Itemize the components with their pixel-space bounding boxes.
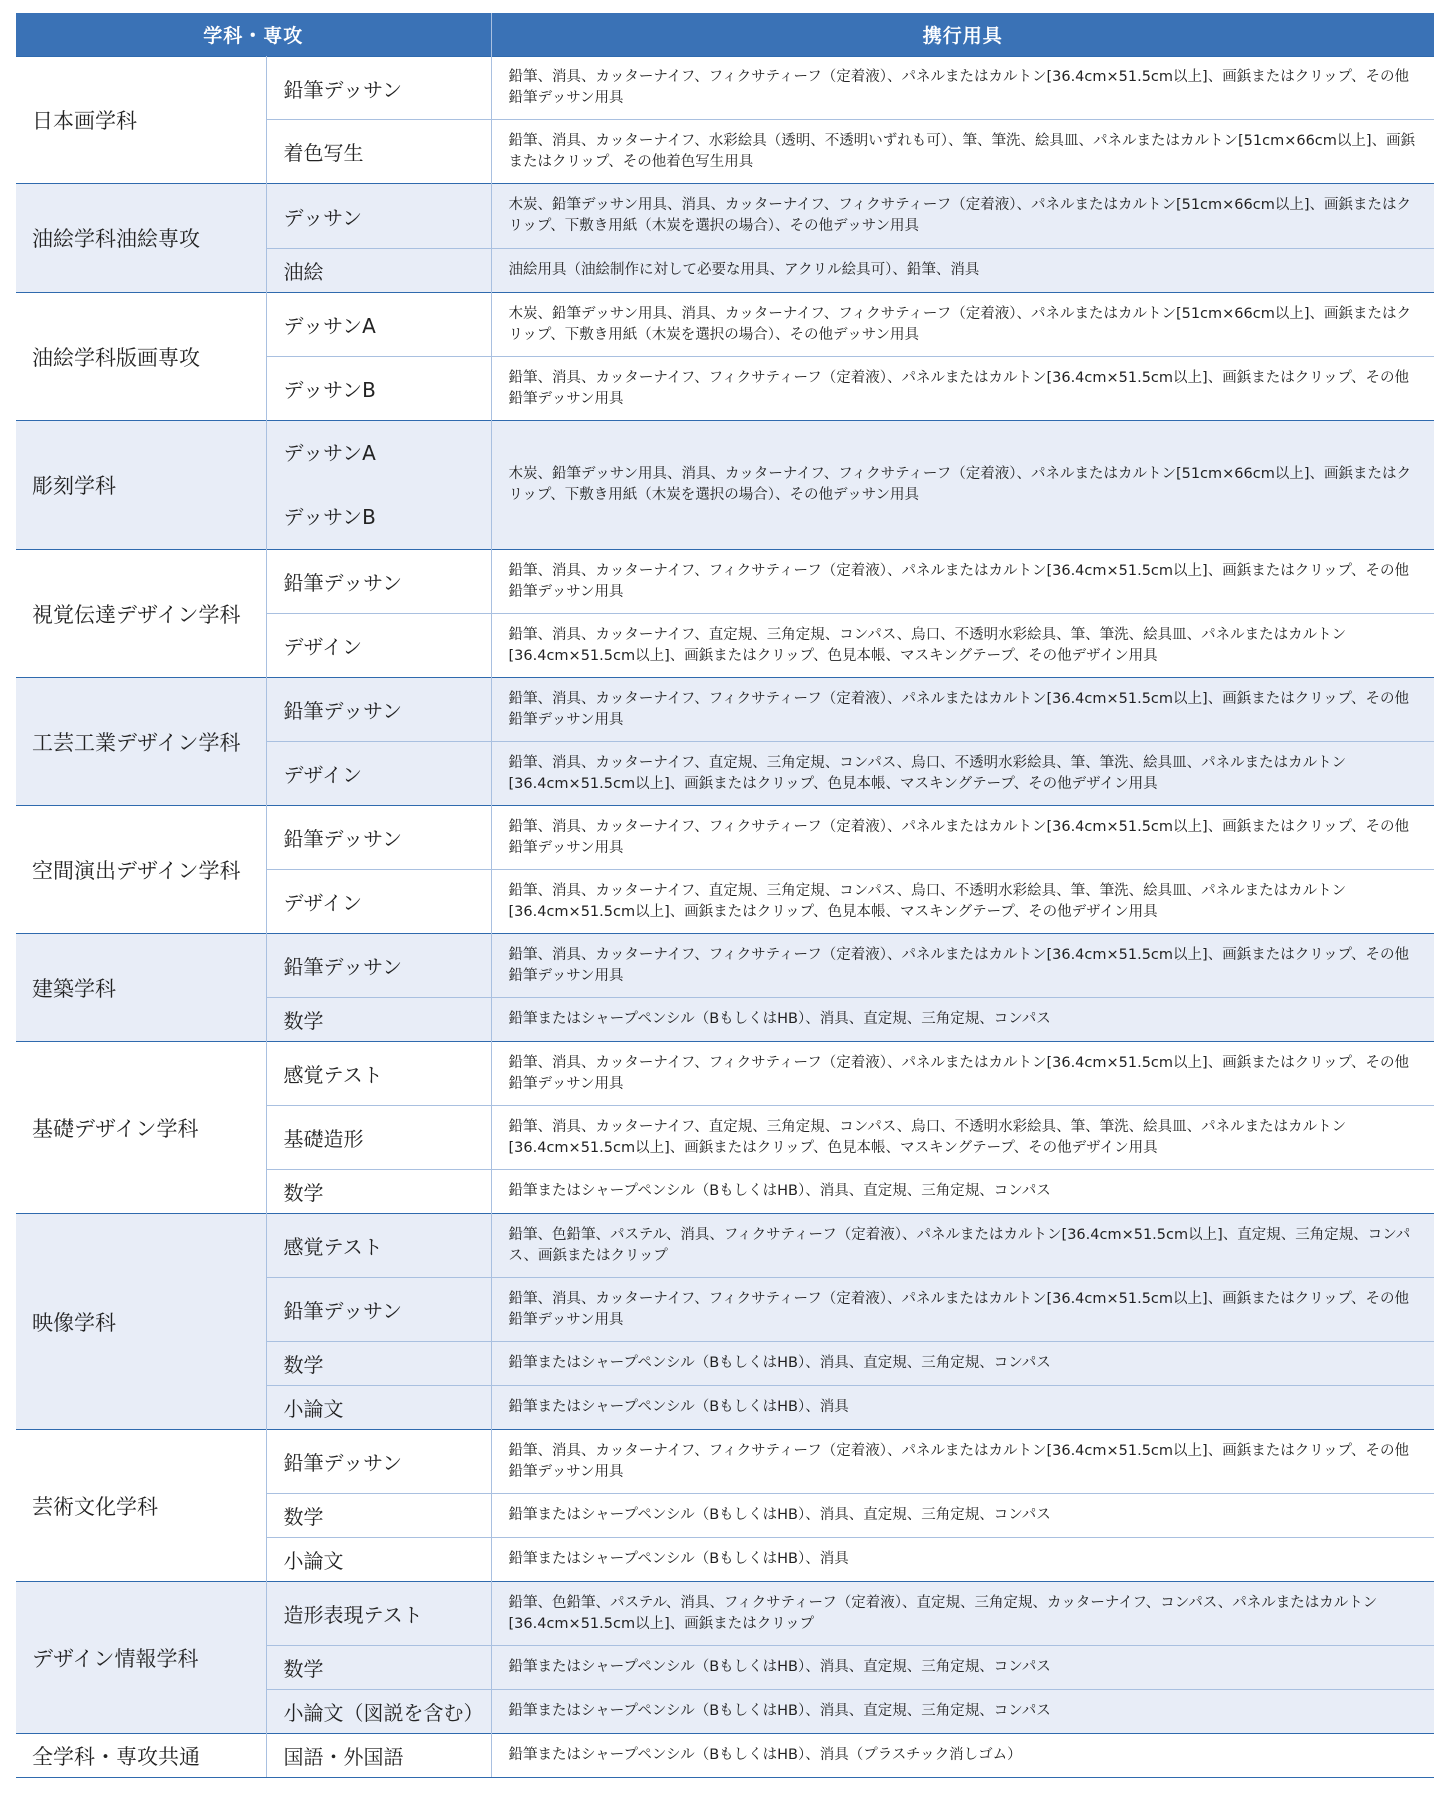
items-text: 鉛筆、消具、カッターナイフ、直定規、三角定規、コンパス、烏口、不透明水彩絵具、筆、筆洗、絵具皿、パネルまたはカルトン[36.4cm×51.5cm以上]、画鋲またはクリップ、色見本帳、マスキングテープ、その他デザイン用具 — [491, 742, 1434, 806]
group-industrial-design — [16, 678, 1434, 806]
items-text: 鉛筆、消具、カッターナイフ、フィクサティーフ（定着液）、パネルまたはカルトン[36.4cm×51.5cm以上]、画鋲またはクリップ、その他鉛筆デッサン用具 — [491, 1278, 1434, 1342]
items-text: 木炭、鉛筆デッサン用具、消具、カッターナイフ、フィクサティーフ（定着液）、パネルまたはカルトン[51cm×66cm以上]、画鋲またはクリップ、下敷き用紙（木炭を選択の場合）、その他デッサン用具 — [491, 293, 1434, 357]
items-text: 鉛筆、消具、カッターナイフ、フィクサティーフ（定着液）、パネルまたはカルトン[36.4cm×51.5cm以上]、画鋲またはクリップ、その他鉛筆デッサン用具 — [491, 1430, 1434, 1494]
subject-name: 基礎造形 — [266, 1106, 491, 1170]
subject-name: 鉛筆デッサン — [266, 934, 491, 998]
subject-name: デッサンA — [283, 441, 376, 465]
subject-name: デザイン — [266, 614, 491, 678]
subject-name: 鉛筆デッサン — [266, 57, 491, 120]
items-text: 鉛筆またはシャープペンシル（BもしくはHB）、消具、直定規、三角定規、コンパス — [491, 1170, 1434, 1214]
items-text: 鉛筆、消具、カッターナイフ、フィクサティーフ（定着液）、パネルまたはカルトン[36.4cm×51.5cm以上]、画鋲またはクリップ、その他鉛筆デッサン用具 — [491, 1042, 1434, 1106]
table-row — [16, 1042, 1434, 1106]
table-row — [16, 184, 1434, 249]
items-text: 鉛筆またはシャープペンシル（BもしくはHB）、消具 — [491, 1386, 1434, 1430]
items-text: 木炭、鉛筆デッサン用具、消具、カッターナイフ、フィクサティーフ（定着液）、パネルまたはカルトン[51cm×66cm以上]、画鋲またはクリップ、下敷き用紙（木炭を選択の場合）、その他デッサン用具 — [491, 421, 1434, 550]
group-architecture — [16, 934, 1434, 1042]
subject-name: 鉛筆デッサン — [266, 806, 491, 870]
dept-name: 空間演出デザイン学科 — [16, 806, 266, 934]
items-text: 鉛筆、消具、カッターナイフ、直定規、三角定規、コンパス、烏口、不透明水彩絵具、筆、筆洗、絵具皿、パネルまたはカルトン[36.4cm×51.5cm以上]、画鋲またはクリップ、色見本帳、マスキングテープ、その他デザイン用具 — [491, 614, 1434, 678]
supplies-table-container — [16, 13, 1434, 1778]
dept-name: 視覚伝達デザイン学科 — [16, 550, 266, 678]
items-text: 鉛筆、消具、カッターナイフ、フィクサティーフ（定着液）、パネルまたはカルトン[36.4cm×51.5cm以上]、画鋲またはクリップ、その他鉛筆デッサン用具 — [491, 57, 1434, 120]
group-all-common — [16, 1734, 1434, 1778]
dept-name: 日本画学科 — [16, 57, 266, 184]
items-text: 鉛筆、消具、カッターナイフ、直定規、三角定規、コンパス、烏口、不透明水彩絵具、筆、筆洗、絵具皿、パネルまたはカルトン[36.4cm×51.5cm以上]、画鋲またはクリップ、色見本帳、マスキングテープ、その他デザイン用具 — [491, 870, 1434, 934]
subject-name: デッサン — [266, 184, 491, 249]
subject-name: 小論文（図説を含む） — [266, 1690, 491, 1734]
subject-name: 小論文 — [266, 1386, 491, 1430]
subject-name: 数学 — [266, 1646, 491, 1690]
items-text: 鉛筆またはシャープペンシル（BもしくはHB）、消具、直定規、三角定規、コンパス — [491, 1646, 1434, 1690]
items-text: 鉛筆またはシャープペンシル（BもしくはHB）、消具、直定規、三角定規、コンパス — [491, 1342, 1434, 1386]
subject-name: 国語・外国語 — [266, 1734, 491, 1778]
dept-name: 建築学科 — [16, 934, 266, 1042]
table-row — [16, 678, 1434, 742]
subject-name: デッサンB — [283, 505, 376, 529]
table-row — [16, 1214, 1434, 1278]
table-row — [16, 1734, 1434, 1778]
items-text: 鉛筆またはシャープペンシル（BもしくはHB）、消具 — [491, 1538, 1434, 1582]
dept-name: 油絵学科油絵専攻 — [16, 184, 266, 293]
supplies-table — [16, 13, 1434, 1778]
dept-name: 工芸工業デザイン学科 — [16, 678, 266, 806]
dept-name: デザイン情報学科 — [16, 1582, 266, 1734]
group-sculpture — [16, 421, 1434, 550]
items-text: 鉛筆またはシャープペンシル（BもしくはHB）、消具、直定規、三角定規、コンパス — [491, 1690, 1434, 1734]
items-text: 鉛筆またはシャープペンシル（BもしくはHB）、消具、直定規、三角定規、コンパス — [491, 998, 1434, 1042]
subject-stack — [266, 421, 491, 550]
items-text: 鉛筆、消具、カッターナイフ、水彩絵具（透明、不透明いずれも可）、筆、筆洗、絵具皿、パネルまたはカルトン[51cm×66cm以上]、画鋲またはクリップ、その他着色写生用具 — [491, 120, 1434, 184]
items-text: 鉛筆、消具、カッターナイフ、フィクサティーフ（定着液）、パネルまたはカルトン[36.4cm×51.5cm以上]、画鋲またはクリップ、その他鉛筆デッサン用具 — [491, 550, 1434, 614]
subject-name: 小論文 — [266, 1538, 491, 1582]
dept-name: 基礎デザイン学科 — [16, 1042, 266, 1214]
items-text: 木炭、鉛筆デッサン用具、消具、カッターナイフ、フィクサティーフ（定着液）、パネルまたはカルトン[51cm×66cm以上]、画鋲またはクリップ、下敷き用紙（木炭を選択の場合）、その他デッサン用具 — [491, 184, 1434, 249]
subject-name: 鉛筆デッサン — [266, 1430, 491, 1494]
subject-name: 油絵 — [266, 249, 491, 293]
subject-name: 鉛筆デッサン — [266, 550, 491, 614]
subject-name: 数学 — [266, 1170, 491, 1214]
group-design-informatics — [16, 1582, 1434, 1734]
dept-name: 彫刻学科 — [16, 421, 266, 550]
items-text: 鉛筆、色鉛筆、パステル、消具、フィクサティーフ（定着液）、直定規、三角定規、カッターナイフ、コンパス、パネルまたはカルトン[36.4cm×51.5cm以上]、画鋲またはクリップ — [491, 1582, 1434, 1646]
subject-name: デッサンA — [266, 293, 491, 357]
subject-name: 鉛筆デッサン — [266, 1278, 491, 1342]
items-text: 鉛筆、消具、カッターナイフ、フィクサティーフ（定着液）、パネルまたはカルトン[36.4cm×51.5cm以上]、画鋲またはクリップ、その他鉛筆デッサン用具 — [491, 934, 1434, 998]
group-scenography — [16, 806, 1434, 934]
items-text: 鉛筆、消具、カッターナイフ、フィクサティーフ（定着液）、パネルまたはカルトン[36.4cm×51.5cm以上]、画鋲またはクリップ、その他鉛筆デッサン用具 — [491, 678, 1434, 742]
group-imaging-arts — [16, 1214, 1434, 1430]
table-row — [16, 1582, 1434, 1646]
items-text: 鉛筆またはシャープペンシル（BもしくはHB）、消具（プラスチック消しゴム） — [491, 1734, 1434, 1778]
items-text: 鉛筆、消具、カッターナイフ、直定規、三角定規、コンパス、烏口、不透明水彩絵具、筆、筆洗、絵具皿、パネルまたはカルトン[36.4cm×51.5cm以上]、画鋲またはクリップ、色見本帳、マスキングテープ、その他デザイン用具 — [491, 1106, 1434, 1170]
items-text: 鉛筆、色鉛筆、パステル、消具、フィクサティーフ（定着液）、パネルまたはカルトン[36.4cm×51.5cm以上]、直定規、三角定規、コンパス、画鋲またはクリップ — [491, 1214, 1434, 1278]
dept-name: 油絵学科版画専攻 — [16, 293, 266, 421]
header-items: 携行用具 — [491, 13, 1434, 57]
table-row — [16, 550, 1434, 614]
group-visual-communication — [16, 550, 1434, 678]
table-row — [16, 806, 1434, 870]
group-nihonga — [16, 57, 1434, 184]
subject-name: 鉛筆デッサン — [266, 678, 491, 742]
table-row — [16, 934, 1434, 998]
table-row — [16, 57, 1434, 120]
group-basic-design — [16, 1042, 1434, 1214]
group-arts-policy — [16, 1430, 1434, 1582]
items-text: 鉛筆またはシャープペンシル（BもしくはHB）、消具、直定規、三角定規、コンパス — [491, 1494, 1434, 1538]
items-text: 鉛筆、消具、カッターナイフ、フィクサティーフ（定着液）、パネルまたはカルトン[36.4cm×51.5cm以上]、画鋲またはクリップ、その他鉛筆デッサン用具 — [491, 357, 1434, 421]
table-row — [16, 421, 1434, 550]
subject-name: デザイン — [266, 742, 491, 806]
items-text: 鉛筆、消具、カッターナイフ、フィクサティーフ（定着液）、パネルまたはカルトン[36.4cm×51.5cm以上]、画鋲またはクリップ、その他鉛筆デッサン用具 — [491, 806, 1434, 870]
table-header-row — [16, 13, 1434, 57]
subject-name: デザイン — [266, 870, 491, 934]
table-row — [16, 293, 1434, 357]
header-dept: 学科・専攻 — [16, 13, 491, 57]
dept-name: 全学科・専攻共通 — [16, 1734, 266, 1778]
subject-name: 数学 — [266, 1342, 491, 1386]
group-yuga-oil — [16, 184, 1434, 293]
subject-name: 数学 — [266, 998, 491, 1042]
subject-name: 着色写生 — [266, 120, 491, 184]
subject-name: 感覚テスト — [266, 1042, 491, 1106]
group-yuga-print — [16, 293, 1434, 421]
subject-name: 造形表現テスト — [266, 1582, 491, 1646]
dept-name: 芸術文化学科 — [16, 1430, 266, 1582]
subject-name: 感覚テスト — [266, 1214, 491, 1278]
table-row — [16, 1430, 1434, 1494]
items-text: 油絵用具（油絵制作に対して必要な用具、アクリル絵具可）、鉛筆、消具 — [491, 249, 1434, 293]
subject-name: 数学 — [266, 1494, 491, 1538]
subject-name: デッサンB — [266, 357, 491, 421]
dept-name: 映像学科 — [16, 1214, 266, 1430]
